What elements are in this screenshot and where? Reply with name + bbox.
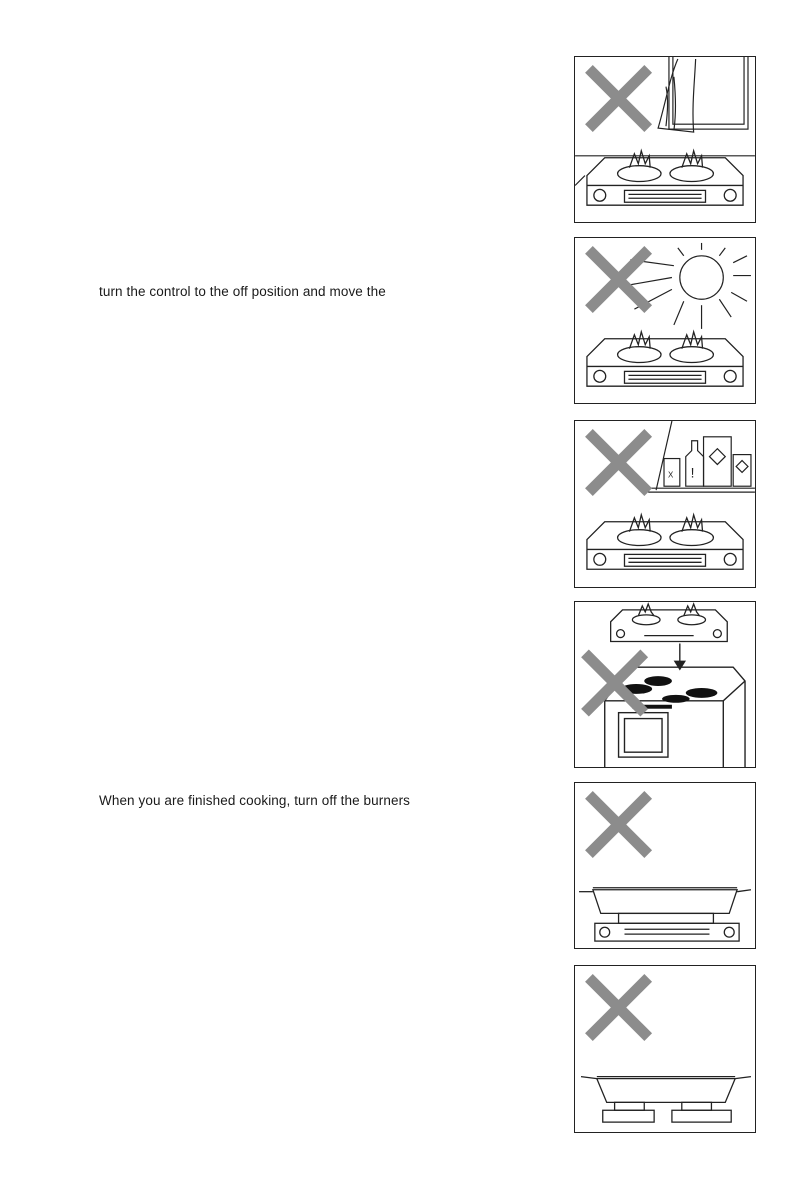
svg-text:!: !	[690, 464, 695, 481]
portable-stove	[587, 151, 743, 205]
instruction-line-finished-cooking: When you are finished cooking, turn off the burners	[99, 793, 411, 808]
svg-text:X: X	[667, 470, 674, 480]
illustration-flammables	[574, 420, 756, 588]
illustration-on-range	[574, 601, 756, 768]
pan-icon	[575, 783, 755, 948]
illustration-oversized-pan	[574, 782, 756, 949]
illustration-curtain	[574, 56, 756, 223]
illustration-pan-two-burners	[574, 965, 756, 1133]
illustration-sunlight	[574, 237, 756, 404]
portable-stove	[611, 604, 728, 642]
curtain-icon	[575, 57, 755, 222]
portable-stove	[587, 332, 743, 386]
instruction-line-off-position: turn the control to the off position and move the	[99, 284, 386, 299]
flammable-icon	[575, 421, 755, 587]
sun-icon	[575, 238, 755, 403]
range-icon	[575, 602, 755, 767]
portable-stove	[587, 515, 743, 569]
pan-icon	[575, 966, 755, 1132]
